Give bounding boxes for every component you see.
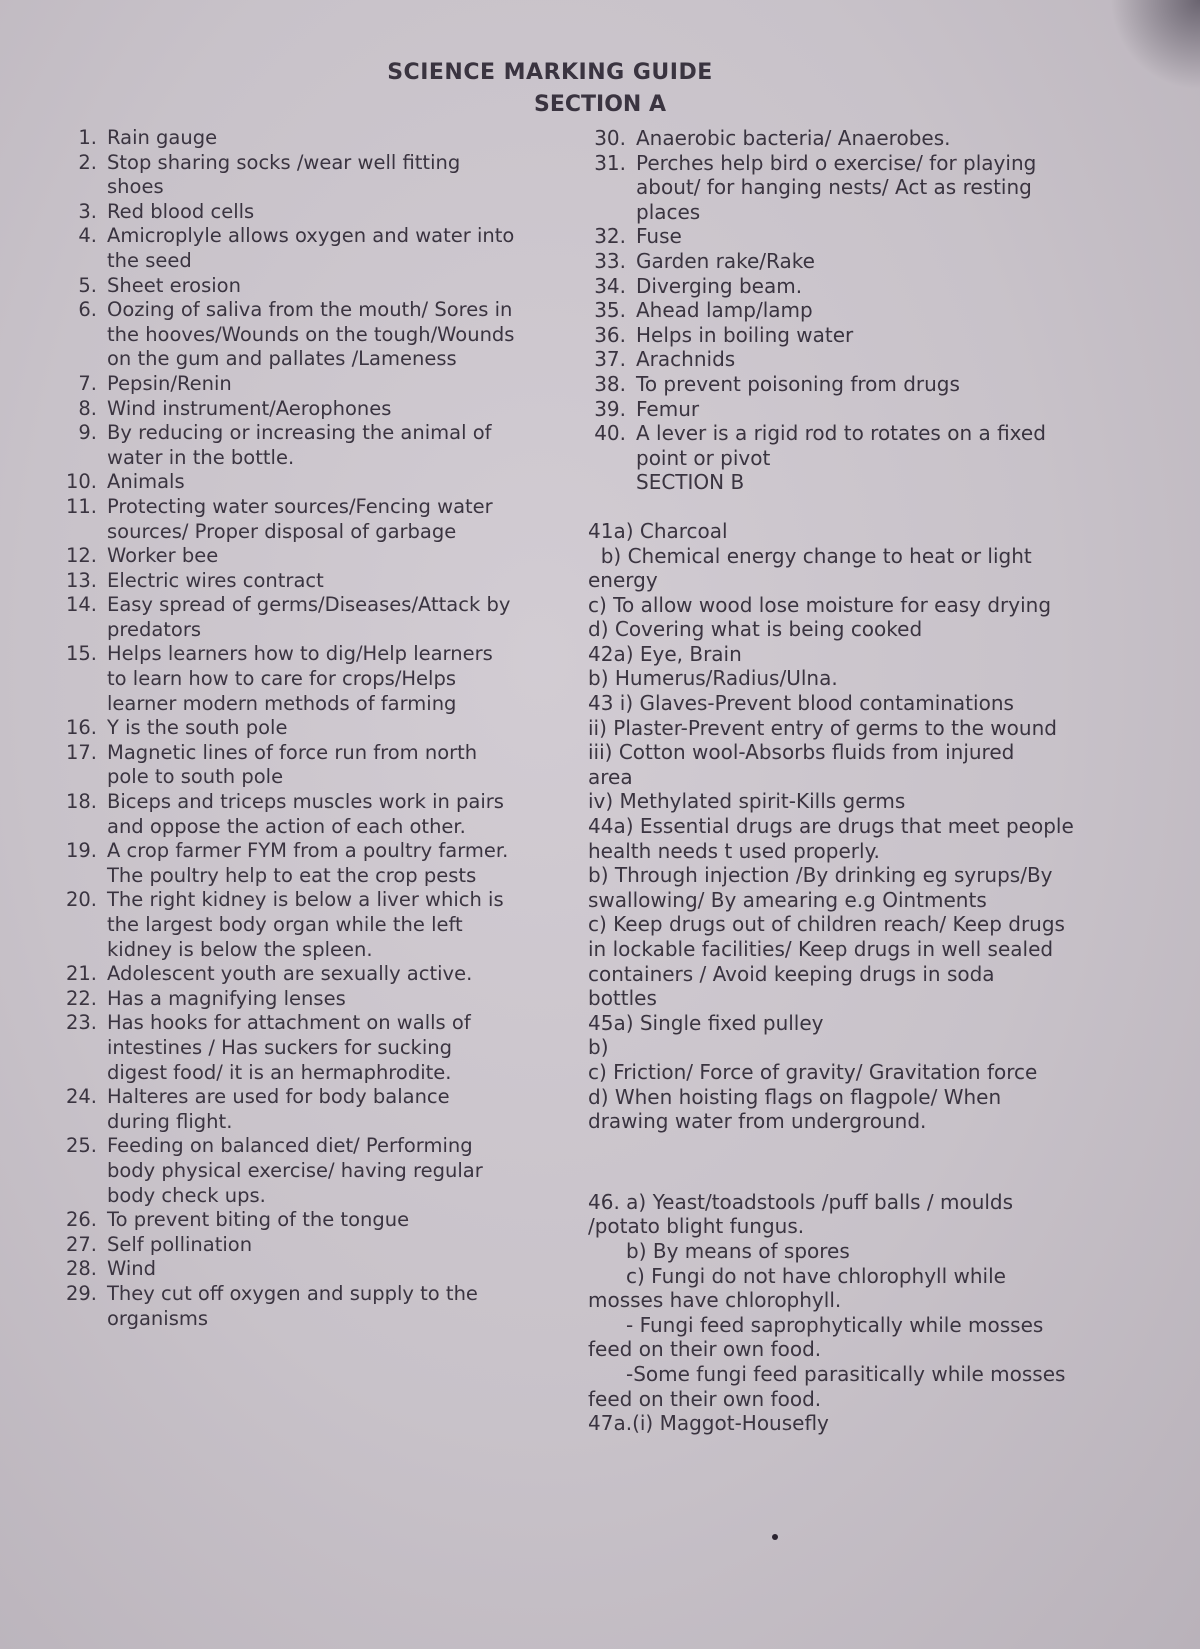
answer-line: containers / Avoid keeping drugs in soda	[588, 961, 995, 986]
answer-number: 2.	[78, 150, 97, 174]
answer-text: The right kidney is below a liver which is the largest body organ while the left kidney is below the spleen.	[107, 888, 504, 961]
answer-line: in lockable facilities/ Keep drugs in well sealed	[588, 937, 1054, 961]
answer-item	[588, 126, 1088, 151]
answer-text: Animals	[107, 470, 185, 494]
answer-text: They cut off oxygen and supply to the organisms	[107, 1281, 478, 1330]
answer-text: Self pollination	[107, 1232, 253, 1256]
answer-line: mosses have chlorophyll.	[588, 1288, 842, 1313]
answer-item	[55, 397, 515, 422]
answer-number: 18.	[65, 790, 97, 814]
answer-item	[55, 544, 515, 569]
answer-number: 7.	[78, 371, 97, 395]
spacer	[588, 1134, 1088, 1190]
answer-number: 29.	[65, 1281, 97, 1305]
answer-item	[588, 421, 1088, 470]
answer-number: 36.	[594, 322, 626, 347]
answer-item	[588, 274, 1088, 299]
answer-line: swallowing/ By amearing e.g Ointments	[588, 887, 987, 912]
answer-number: 4.	[78, 224, 97, 248]
answer-item	[55, 1085, 515, 1134]
answer-text: Stop sharing socks /wear well fitting shoes	[107, 150, 461, 199]
answer-line: 42a) Eye, Brain	[588, 641, 742, 666]
answer-number: 6.	[78, 298, 97, 322]
answer-text: Arachnids	[636, 347, 736, 372]
answer-item	[55, 888, 515, 962]
answer-number: 14.	[65, 593, 97, 617]
answer-number: 23.	[65, 1011, 97, 1035]
answer-item	[588, 151, 1088, 225]
answer-item	[588, 347, 1088, 372]
answer-text: The poultry help to eat the crop pests	[107, 863, 477, 887]
answer-item	[55, 642, 515, 716]
answer-text: Wind instrument/Aerophones	[107, 396, 392, 420]
answer-item	[55, 790, 515, 839]
answer-number: 20.	[65, 888, 97, 912]
answer-text: Halteres are used for body balance during flight.	[107, 1085, 450, 1133]
right-column	[588, 126, 1088, 1436]
answer-text: Rain gauge	[107, 126, 218, 149]
answer-text: To prevent poisoning from drugs	[636, 371, 960, 396]
answer-text: Worker bee	[107, 544, 219, 568]
answer-line: c) Keep drugs out of children reach/ Keep drugs	[588, 912, 1065, 937]
answer-text: Ahead lamp/lamp	[636, 298, 813, 323]
answer-line: b) Humerus/Radius/Ulna.	[588, 666, 838, 691]
answer-item	[55, 593, 515, 642]
answer-number: 22.	[65, 986, 97, 1010]
answer-item	[55, 864, 515, 889]
answer-line: d) Covering what is being cooked	[588, 617, 923, 642]
answer-line: c) To allow wood lose moisture for easy drying	[588, 592, 1052, 617]
answer-number: 3.	[78, 199, 97, 223]
answer-text: Protecting water sources/Fencing water sources/ Proper disposal of garbage	[107, 494, 493, 543]
answer-text: Femur	[636, 396, 700, 421]
answer-text: Anaerobic bacteria/ Anaerobes.	[636, 126, 951, 150]
answer-line: /potato blight fungus.	[588, 1214, 805, 1239]
section-b-heading: SECTION B	[636, 470, 745, 495]
answer-text: Helps in boiling water	[636, 322, 854, 347]
answer-line: d) When hoisting flags on flagpole/ When	[588, 1084, 1002, 1109]
answer-number: 35.	[594, 298, 626, 323]
answer-item	[55, 470, 515, 495]
answer-number: 32.	[594, 224, 626, 249]
answer-text: Easy spread of germs/Diseases/Attack by predators	[107, 593, 511, 641]
answer-line: c) Fungi do not have chlorophyll while	[626, 1263, 1006, 1288]
section-b-answers-continued	[588, 1190, 1088, 1436]
answer-item	[55, 126, 515, 151]
spacer	[588, 495, 1088, 519]
answer-item	[55, 1208, 515, 1233]
answer-line: -Some fungi feed parasitically while mosses	[626, 1361, 1066, 1386]
answer-number: 30.	[594, 126, 626, 150]
answer-number: 28.	[65, 1257, 97, 1281]
answer-text: Wind	[107, 1257, 157, 1281]
answer-text: Has a magnifying lenses	[107, 986, 346, 1010]
answer-text: Sheet erosion	[107, 273, 241, 297]
answer-line: iv) Methylated spirit-Kills germs	[588, 789, 906, 814]
answer-item	[55, 1134, 515, 1208]
answer-text: To prevent biting of the tongue	[107, 1208, 410, 1232]
answer-text: Magnetic lines of force run from north pole to south pole	[107, 740, 478, 789]
answer-text: Perches help bird o exercise/ for playing about/ for hanging nests/ Act as resting places	[636, 150, 1037, 224]
answer-line: bottles	[588, 986, 657, 1011]
answer-text: Biceps and triceps muscles work in pairs and oppose the action of each other.	[107, 790, 504, 838]
answer-item	[55, 716, 515, 741]
answer-number: 24.	[65, 1085, 97, 1109]
answer-item	[55, 274, 515, 299]
right-question-list	[588, 126, 1088, 470]
answer-item	[588, 249, 1088, 274]
answer-line: c) Friction/ Force of gravity/ Gravitation force	[588, 1059, 1038, 1084]
answer-number: 1.	[78, 126, 97, 149]
ink-dot	[772, 1534, 778, 1540]
answer-item	[55, 839, 515, 864]
answer-text: Red blood cells	[107, 199, 255, 223]
answer-line: 41a) Charcoal	[588, 518, 728, 543]
answer-text: Has hooks for attachment on walls of intestines / Has suckers for sucking digest food/ it is an hermaphrodite.	[107, 1011, 471, 1084]
answer-number: 17.	[65, 740, 97, 764]
answer-line: 47a.(i) Maggot-Housefly	[588, 1411, 829, 1436]
answer-item	[55, 741, 515, 790]
answer-line: - Fungi feed saprophytically while mosses	[626, 1312, 1044, 1337]
corner-shadow	[1110, 0, 1200, 90]
answer-number: 15.	[65, 642, 97, 666]
answer-number: 19.	[65, 839, 97, 863]
answer-number: 10.	[65, 470, 97, 494]
answer-item	[588, 397, 1088, 422]
answer-text: Diverging beam.	[636, 273, 803, 298]
answer-line: energy	[588, 568, 658, 593]
answer-item	[588, 323, 1088, 348]
answer-item	[55, 1011, 515, 1085]
answer-item	[55, 1257, 515, 1282]
answer-number: 11.	[65, 494, 97, 518]
answer-text: Pepsin/Renin	[107, 371, 232, 395]
answer-line: 45a) Single fixed pulley	[588, 1010, 824, 1035]
answer-number: 40.	[594, 421, 626, 446]
answer-item	[588, 224, 1088, 249]
answer-line: iii) Cotton wool-Absorbs fluids from injured	[588, 740, 1015, 765]
answer-number: 34.	[594, 273, 626, 298]
answer-number	[55, 864, 107, 889]
answer-number: 13.	[65, 568, 97, 592]
answer-text: Oozing of saliva from the mouth/ Sores in the hooves/Wounds on the tough/Wounds on the gum and pallates /Lameness	[107, 298, 515, 371]
page-title: SCIENCE MARKING GUIDE	[387, 60, 713, 85]
answer-text: Fuse	[636, 224, 682, 249]
answer-text: By reducing or increasing the animal of water in the bottle.	[107, 421, 492, 469]
answer-text: Garden rake/Rake	[636, 248, 815, 273]
answer-item	[55, 224, 515, 273]
answer-line: 44a) Essential drugs are drugs that meet people	[588, 814, 1074, 839]
answer-number: 39.	[594, 396, 626, 421]
answer-line: feed on their own food.	[588, 1386, 822, 1411]
answer-line: health needs t used properly.	[588, 838, 880, 863]
answer-number: 26.	[65, 1208, 97, 1232]
answer-line: area	[588, 764, 633, 789]
answer-text: Amicroplyle allows oxygen and water into the seed	[107, 224, 515, 272]
answer-line: b) By means of spores	[626, 1238, 850, 1263]
answer-item	[55, 298, 515, 372]
answer-text: Electric wires contract	[107, 568, 324, 592]
answer-line: 46. a) Yeast/toadstools /puff balls / moulds	[588, 1189, 1014, 1214]
answer-item	[55, 987, 515, 1012]
answer-number: 8.	[78, 396, 97, 420]
answer-text: Adolescent youth are sexually active.	[107, 962, 473, 986]
answer-number: 37.	[594, 347, 626, 372]
answer-line: ii) Plaster-Prevent entry of germs to the wound	[588, 715, 1057, 740]
answer-text: A lever is a rigid rod to rotates on a fixed point or pivot	[636, 421, 1046, 470]
answer-item	[55, 495, 515, 544]
answer-item	[55, 962, 515, 987]
section-b-answers	[588, 519, 1088, 1134]
answer-line: feed on their own food.	[588, 1337, 822, 1362]
answer-number: 21.	[65, 962, 97, 986]
answer-item	[55, 1282, 515, 1331]
answer-number: 9.	[78, 421, 97, 445]
answer-number: 25.	[65, 1134, 97, 1158]
answer-item	[588, 372, 1088, 397]
answer-item	[55, 421, 515, 470]
answer-number: 5.	[78, 273, 97, 297]
section-a-heading: SECTION A	[533, 92, 666, 117]
answer-line: 43 i) Glaves-Prevent blood contaminations	[588, 691, 1014, 716]
left-column	[55, 126, 515, 1331]
answer-number: 38.	[594, 371, 626, 396]
answer-line: b) Through injection /By drinking eg syrups/By	[588, 863, 1053, 888]
answer-text: Helps learners how to dig/Help learners to learn how to care for crops/Helps learner modern methods of farming	[107, 642, 493, 715]
answer-number: 31.	[594, 150, 626, 175]
answer-item	[55, 151, 515, 200]
answer-item	[55, 372, 515, 397]
answer-text: A crop farmer FYM from a poultry farmer.	[107, 839, 509, 863]
answer-number: 12.	[65, 544, 97, 568]
answer-number: 16.	[65, 716, 97, 740]
answer-item	[588, 298, 1088, 323]
answer-item	[55, 200, 515, 225]
answer-text: Y is the south pole	[107, 716, 288, 740]
answer-line: b)	[588, 1035, 609, 1060]
answer-number: 27.	[65, 1232, 97, 1256]
answer-item	[55, 569, 515, 594]
answer-number: 33.	[594, 248, 626, 273]
answer-line: b) Chemical energy change to heat or light	[588, 543, 1032, 568]
answer-text: Feeding on balanced diet/ Performing body physical exercise/ having regular body check ups.	[107, 1134, 483, 1207]
answer-item	[55, 1233, 515, 1258]
answer-line: drawing water from underground.	[588, 1109, 927, 1134]
